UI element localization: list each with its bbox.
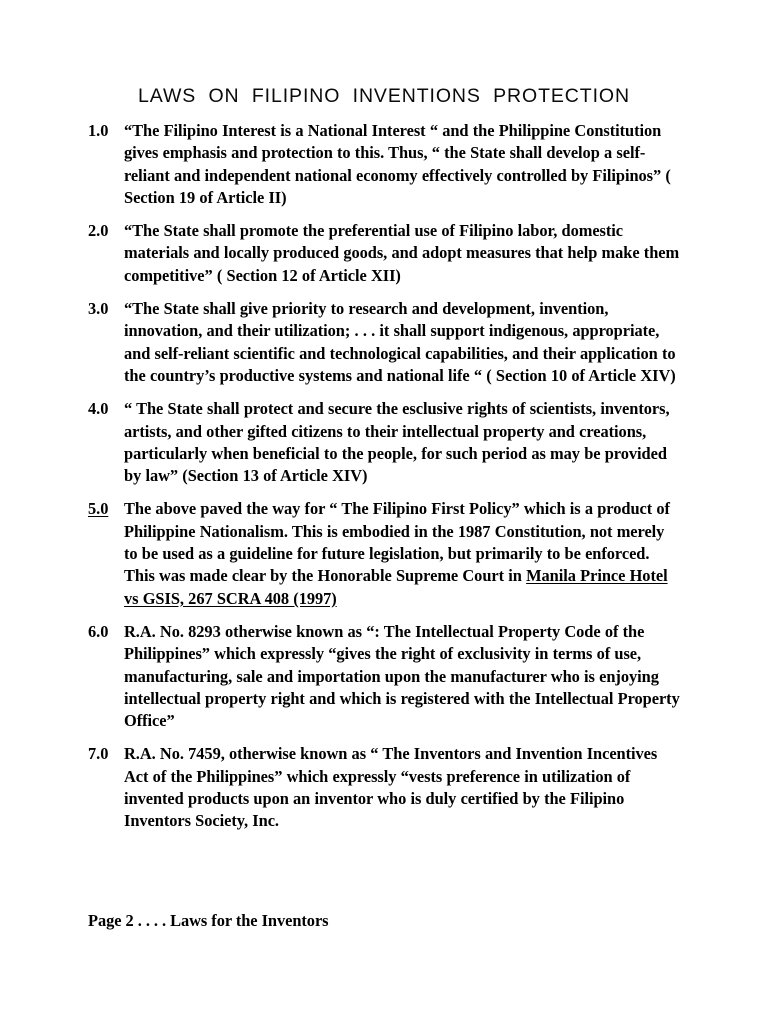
clause-item-3 xyxy=(88,298,682,387)
clause-item-5 xyxy=(88,498,682,609)
clause-number: 6.0 xyxy=(88,621,109,641)
clause-item-7 xyxy=(88,743,682,832)
clause-item-1 xyxy=(88,120,682,209)
clause-text xyxy=(124,498,682,609)
clause-text: R.A. No. 8293 otherwise known as “: The Intellectual Property Code of the Philippines” which expressly “gives the right of exclusivity in terms of use, manufacturing, sale and importation upon the manufacturer who is enjoying intellectual property right and which is registered with the Intellectual Property Office” xyxy=(124,621,680,731)
case-citation: Manila Prince Hotel vs GSIS, 267 SCRA 408 (1997) xyxy=(124,566,668,608)
clause-number: 4.0 xyxy=(88,399,109,419)
clause-text-lead: The above paved the way for “ The Filipino First Policy” which is a product of Philippine Nationalism. This is embodied in the 1987 Constitution, not merely to be used as a guideline for future legislation, but primarily to be enforced. This was made clear by the Honorable Supreme Court in xyxy=(124,499,670,586)
clause-text: “ The State shall protect and secure the esclusive rights of scientists, inventors, artists, and other gifted citizens to their intellectual property and creations, particularly when beneficial to the people, for such period as may be provided by law” (Section 13 of Article XIV) xyxy=(124,399,670,486)
clause-item-2 xyxy=(88,220,682,287)
clause-item-6 xyxy=(88,621,682,732)
clause-number: 1.0 xyxy=(88,121,109,140)
page-title: LAWS ON FILIPINO INVENTIONS PROTECTION xyxy=(138,85,630,107)
clause-item-4 xyxy=(88,398,682,487)
clause-text: R.A. No. 7459, otherwise known as “ The Inventors and Invention Incentives Act of the Philippines” which expressly “vests preference in utilization of invented products upon an inventor who is duly certified by the Filipino Inventors Society, Inc. xyxy=(124,744,658,831)
clause-list xyxy=(88,120,682,844)
clause-number: 2.0 xyxy=(88,221,109,241)
clause-number: 3.0 xyxy=(88,299,109,319)
page-footer-note: Page 2 . . . . Laws for the Inventors xyxy=(88,911,329,930)
clause-number-underlined: 5.0 xyxy=(88,499,109,519)
clause-number: 7.0 xyxy=(88,744,109,764)
clause-text: “The State shall promote the preferential use of Filipino labor, domestic materials and locally produced goods, and adopt measures that help make them competitive” ( Section 12 of Article XII) xyxy=(124,221,680,285)
clause-text: “The State shall give priority to research and development, invention, innovation, and their utilization; . . . it shall support indigenous, appropriate, and self-reliant scientific and technological capabilities, and their application to the country’s productive systems and national life “ ( Section 10 of Article XIV) xyxy=(124,299,676,385)
clause-text: “The Filipino Interest is a National Interest “ and the Philippine Constitution gives emphasis and protection to this. Thus, “ the State shall develop a self-reliant and independent national economy effectively controlled by Filipinos” ( Section 19 of Article II) xyxy=(124,121,671,207)
